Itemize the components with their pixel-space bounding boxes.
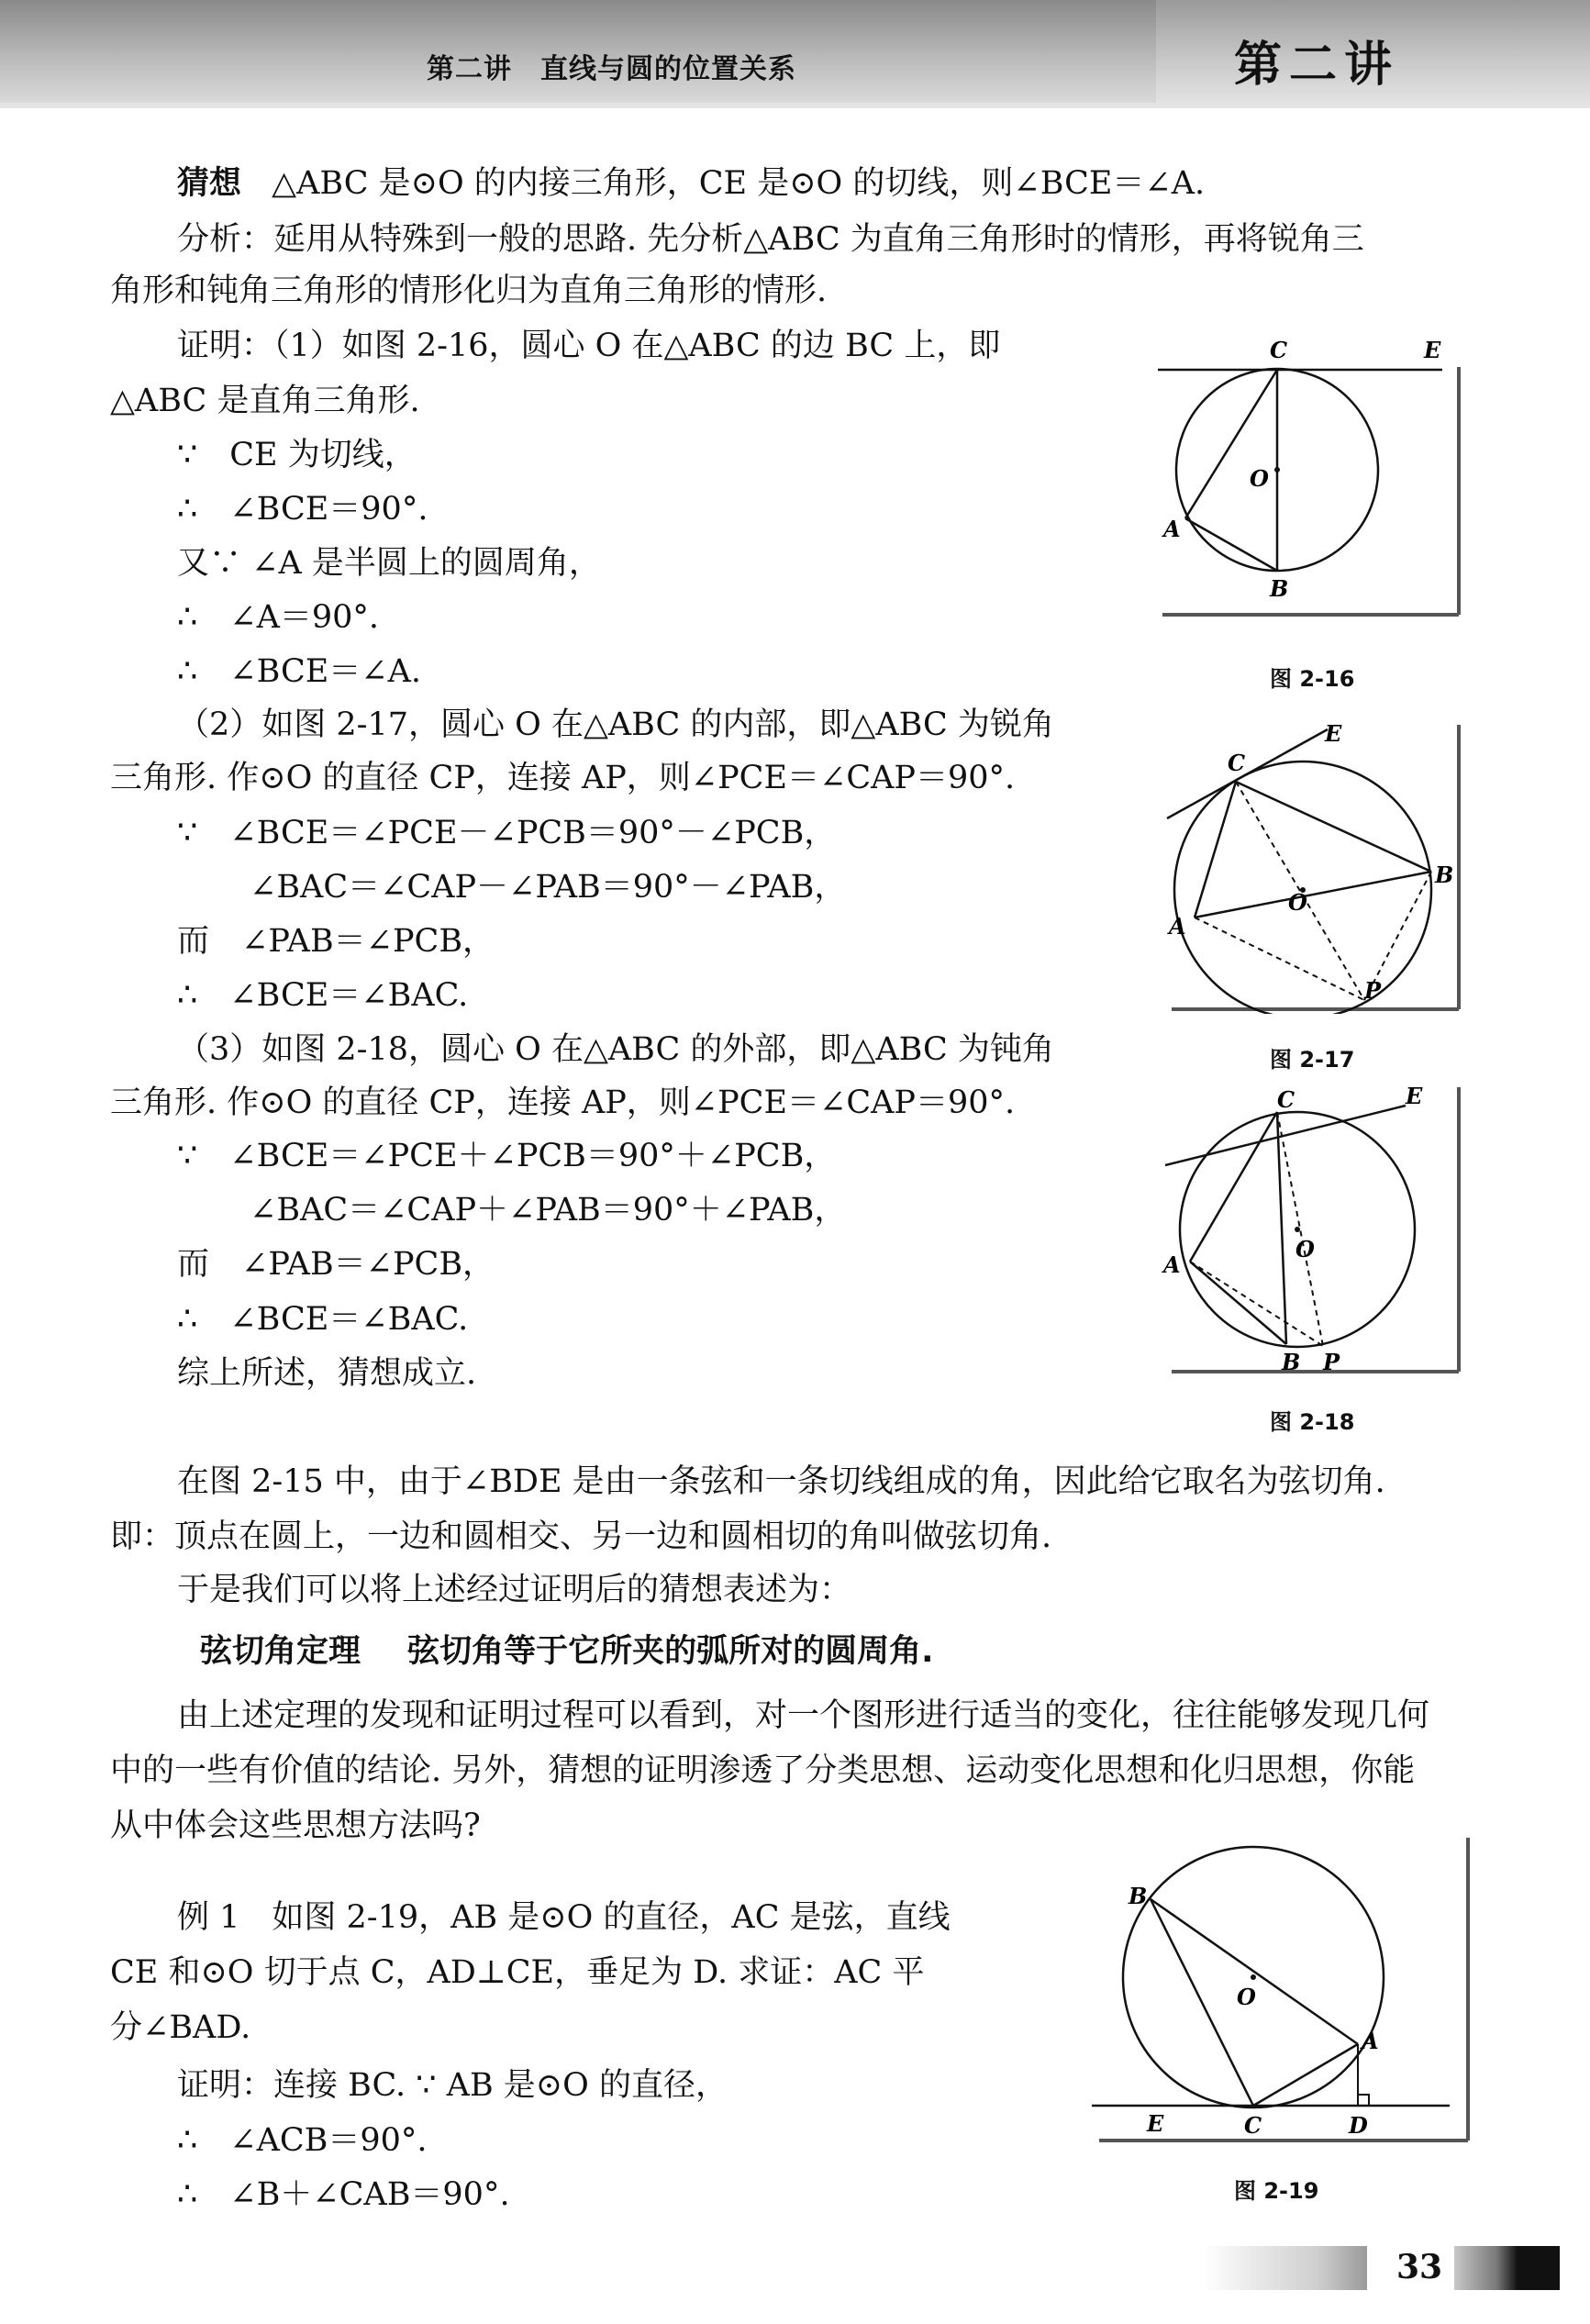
figure-2-17 — [1158, 716, 1461, 1014]
f17-label-b: B — [1435, 862, 1454, 888]
proof3-line-1: （3）如图 2-18，圆心 O 在△ABC 的外部，即△ABC 为钝角 — [177, 1031, 1054, 1068]
f19-label-c: C — [1244, 2112, 1262, 2139]
page-number: 33 — [1396, 2248, 1443, 2286]
discussion-line-3: 从中体会这些思想方法吗? — [110, 1807, 481, 1844]
theorem-line — [200, 1633, 933, 1670]
proof3-line-2: 三角形. 作⊙O 的直径 CP，连接 AP，则∠PCE＝∠CAP＝90°. — [110, 1084, 1016, 1121]
example-line-3: 分∠BAD. — [110, 2009, 251, 2046]
f18-label-c: C — [1277, 1086, 1295, 1113]
proof1-line-6: ∴ ∠A＝90°. — [177, 599, 380, 636]
figure-2-18-caption: 图 2-18 — [1270, 1409, 1355, 1435]
f17-label-c: C — [1228, 750, 1246, 776]
header-chapter: 第二讲 — [1234, 37, 1400, 93]
f17-label-p: P — [1364, 977, 1382, 1004]
proof-conclusion: 综上所述，猜想成立. — [177, 1355, 477, 1392]
proof2-line-1: （2）如图 2-17，圆心 O 在△ABC 的内部，即△ABC 为锐角 — [177, 706, 1054, 743]
proof1-line-1: 证明：（1）如图 2-16，圆心 O 在△ABC 的边 BC 上，即 — [177, 328, 1001, 364]
f19-label-e: E — [1147, 2110, 1164, 2137]
figure-2-18 — [1158, 1078, 1461, 1376]
f16-label-b: B — [1270, 575, 1289, 602]
definition-line-1: 在图 2-15 中，由于∠BDE 是由一条弦和一条切线组成的角，因此给它取名为弦切角. — [177, 1463, 1385, 1500]
figure-2-16-caption: 图 2-16 — [1270, 666, 1355, 692]
f17-label-o: O — [1288, 889, 1307, 916]
proof1-line-4: ∴ ∠BCE＝90°. — [177, 491, 428, 528]
conjecture-label: 猜想 — [177, 165, 242, 202]
f16-label-o: O — [1250, 465, 1269, 492]
proof2-line-3: ∵ ∠BCE＝∠PCE－∠PCB＝90°－∠PCB， — [177, 815, 837, 851]
footer-decoration-right — [1454, 2246, 1560, 2290]
example-line-2: CE 和⊙O 切于点 C，AD⊥CE，垂足为 D. 求证：AC 平 — [110, 1954, 925, 1991]
analysis-line-2: 角形和钝角三角形的情形化归为直角三角形的情形. — [110, 272, 828, 309]
proof1-line-2: △ABC 是直角三角形. — [110, 383, 420, 419]
footer-decoration-left — [1202, 2246, 1367, 2290]
f17-label-a: A — [1169, 913, 1186, 940]
f18-label-p: P — [1323, 1349, 1340, 1375]
page-header — [0, 0, 1590, 108]
discussion-line-1: 由上述定理的发现和证明过程可以看到，对一个图形进行适当的变化，往往能够发现几何 — [177, 1697, 1430, 1734]
proof3-line-3: ∵ ∠BCE＝∠PCE＋∠PCB＝90°＋∠PCB， — [177, 1138, 837, 1174]
figure-2-19-caption: 图 2-19 — [1234, 2178, 1319, 2204]
figure-2-19 — [1092, 1830, 1477, 2147]
discussion-line-2: 中的一些有价值的结论. 另外，猜想的证明渗透了分类思想、运动变化思想和化归思想，你能 — [110, 1752, 1416, 1789]
example-line-6: ∴ ∠B＋∠CAB＝90°. — [177, 2176, 510, 2213]
definition-line-2: 即：顶点在圆上，一边和圆相交、另一边和圆相切的角叫做弦切角. — [110, 1518, 1052, 1555]
proof3-line-4: ∠BAC＝∠CAP＋∠PAB＝90°＋∠PAB， — [250, 1192, 847, 1229]
example-line-5: ∴ ∠ACB＝90°. — [177, 2122, 428, 2159]
f18-label-a: A — [1163, 1251, 1181, 1278]
example-line-4: 证明：连接 BC. ∵ AB 是⊙O 的直径， — [177, 2067, 728, 2104]
figure-2-16 — [1158, 326, 1461, 619]
proof2-line-6: ∴ ∠BCE＝∠BAC. — [177, 977, 469, 1014]
f19-label-b: B — [1129, 1883, 1148, 1909]
proof2-line-2: 三角形. 作⊙O 的直径 CP，连接 AP，则∠PCE＝∠CAP＝90°. — [110, 760, 1016, 796]
header-title: 第二讲 直线与圆的位置关系 — [427, 53, 796, 85]
f18-label-b: B — [1282, 1349, 1301, 1375]
definition-line-3: 于是我们可以将上述经过证明后的猜想表述为： — [177, 1572, 852, 1608]
proof2-line-4: ∠BAC＝∠CAP－∠PAB＝90°－∠PAB， — [250, 869, 847, 906]
conjecture-line — [177, 165, 1205, 202]
proof1-line-7: ∴ ∠BCE＝∠A. — [177, 653, 422, 690]
f18-label-e: E — [1406, 1083, 1423, 1109]
analysis-line-1: 分析：延用从特殊到一般的思路. 先分析△ABC 为直角三角形时的情形，再将锐角三 — [177, 221, 1364, 258]
f17-label-e: E — [1325, 720, 1342, 747]
figure-2-17-caption: 图 2-17 — [1270, 1047, 1355, 1073]
proof3-line-6: ∴ ∠BCE＝∠BAC. — [177, 1301, 469, 1338]
example-line-1: 例 1 如图 2-19，AB 是⊙O 的直径，AC 是弦，直线 — [177, 1899, 951, 1936]
conjecture-text: △ABC 是⊙O 的内接三角形，CE 是⊙O 的切线，则∠BCE＝∠A. — [272, 165, 1206, 202]
f19-label-d: D — [1349, 2112, 1368, 2139]
f19-label-a: A — [1362, 2028, 1379, 2054]
f16-label-c: C — [1270, 337, 1288, 363]
proof1-line-5: 又∵ ∠A 是半圆上的圆周角， — [177, 545, 601, 582]
f16-label-e: E — [1424, 337, 1441, 363]
proof3-line-5: 而 ∠PAB＝∠PCB， — [177, 1246, 495, 1283]
f18-label-o: O — [1295, 1236, 1315, 1262]
f19-label-o: O — [1237, 1984, 1256, 2010]
proof1-line-3: ∵ CE 为切线， — [177, 437, 417, 473]
f16-label-a: A — [1163, 516, 1181, 542]
theorem-text: 弦切角等于它所夹的弧所对的圆周角. — [407, 1633, 934, 1670]
theorem-label: 弦切角定理 — [200, 1633, 361, 1670]
proof2-line-5: 而 ∠PAB＝∠PCB， — [177, 923, 495, 960]
